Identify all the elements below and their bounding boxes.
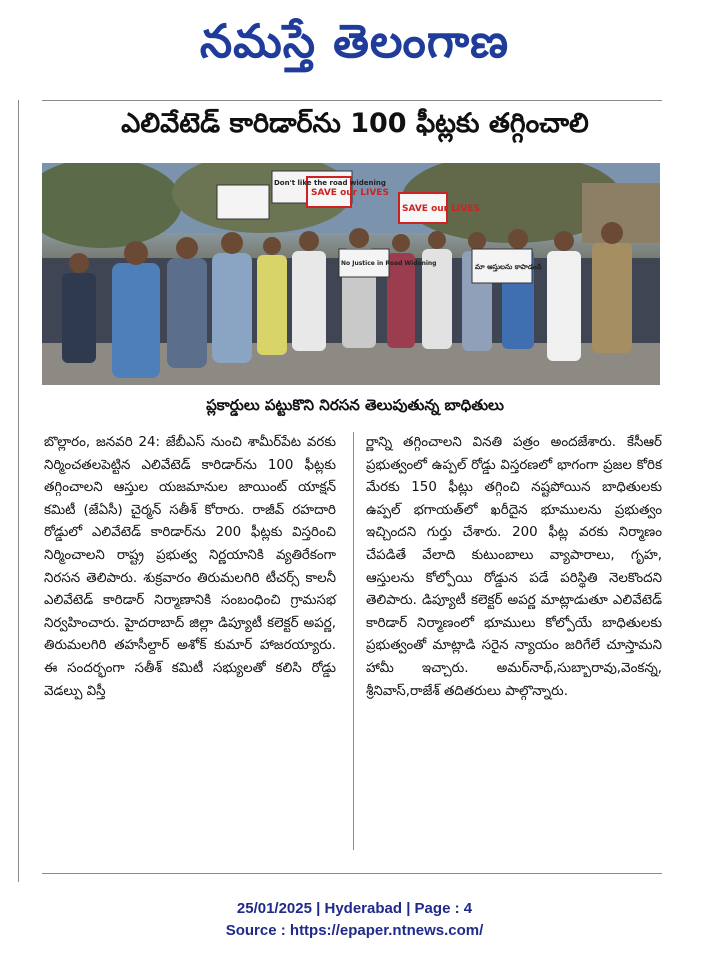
masthead-title: నమస్తే తెలంగాణ [199, 14, 510, 68]
placard-text-4: No Justice in Road Widening [341, 260, 437, 267]
placard-text-3: SAVE our LIVES [402, 204, 480, 214]
article-headline: ఎలివేటెడ్ కారిడార్‌ను 100 ఫీట్లకు తగ్గించాలి [121, 108, 589, 139]
article-body-left-column: బొల్లారం, జనవరి 24: జేబీఎస్ నుంచి శామీర్‌పేట వరకు నిర్మించతలపెట్టిన ఎలివేటెడ్ కారిడార్‌ను 100 ఫీట్లకు తగ్గించాలని ఆస్తుల యజమానుల జాయింట్ యాక్షన్ కమిటీ (జేఏసీ) చైర్మన్ సతీశ్ కోరారు. రాజీవ్ రహదారి రోడ్డులో ఎలివేటెడ్ కారిడార్‌ను 200 ఫీట్లకు విస్తరించి నిర్మించాలని రాష్ట్ర ప్రభుత్వ నిర్ణయానికి వ్యతిరేకంగా నిరసన తెలిపారు. శుక్రవారం తిరుమలగిరి టీచర్స్ కాలనీ ఎలివేటెడ్ కారిడార్ నిర్మాణానికి సంబంధించి గ్రామసభ నిర్వహించారు. హైదరాబాద్ జిల్లా డిప్యూటీ కలెక్టర్ అపర్ణ, తిరుమలగిరి తహసీల్దార్ అశోక్ కుమార్ హాజరయ్యారు. ఈ సందర్భంగా సతీశ్ కమిటీ సభ్యులతో కలిసి రోడ్డు వెడల్పు విస్తీ [44, 435, 336, 699]
footer-date-line: 25/01/2025 | Hyderabad | Page : 4 [236, 900, 473, 917]
bottom-rule [42, 873, 662, 874]
article-photo [42, 163, 660, 385]
placard-text-2: SAVE our LIVES [311, 188, 389, 198]
protest-photo-illustration [42, 163, 660, 385]
photo-caption: ప్లకార్డులు పట్టుకొని నిరసన తెలుపుతున్న బాధితులు [206, 396, 504, 414]
column-divider [353, 432, 354, 850]
masthead [0, 8, 709, 74]
article-body-right-column: ర్ణాన్ని తగ్గించాలని వినతి పత్రం అందజేశారు. కేసీఆర్ ప్రభుత్వంలో ఉప్పల్ రోడ్డు విస్తరణలో భాగంగా ప్రజల కోరిక మేరకు 150 ఫీట్లు తగ్గించి నష్టపోయిన బాధితులకు ఉప్పల్ భగాయత్‌లో ఖరీదైన భూములను ప్రభుత్వం ఇచ్చిందని గుర్తు చేశారు. 200 ఫీట్ల వరకు నిర్మాణం చేపడితే వేలాది కుటుంబాలు వ్యాపారాలు, గృహ, ఆస్తులను కోల్పోయి రోడ్డున పడే పరిస్థితి నెలకొందని తెలిపారు. డిప్యూటీ కలెక్టర్ అపర్ణ మాట్లాడుతూ ఎలివేటెడ్ కారిడార్ నిర్మాణంలో భూములు కోల్పోయే బాధితులకు ప్రభుత్వంతో మాట్లాడి సరైన న్యాయం జరిగేలే చూస్తామని హామీ ఇచ్చారు. అమర్‌నాథ్,సుబ్బారావు,వెంకన్న, శ్రీనివాస్,రాజేశ్ తదితరులు పాల్గొన్నారు. [366, 435, 662, 699]
placard-text-1: Don't like the road widening [274, 179, 386, 187]
placard-text-5: మా ఆస్తులను కాపాడండి [475, 263, 542, 271]
top-rule [42, 100, 662, 101]
left-border [18, 100, 19, 882]
footer-source-line: Source : https://epaper.ntnews.com/ [225, 922, 484, 939]
